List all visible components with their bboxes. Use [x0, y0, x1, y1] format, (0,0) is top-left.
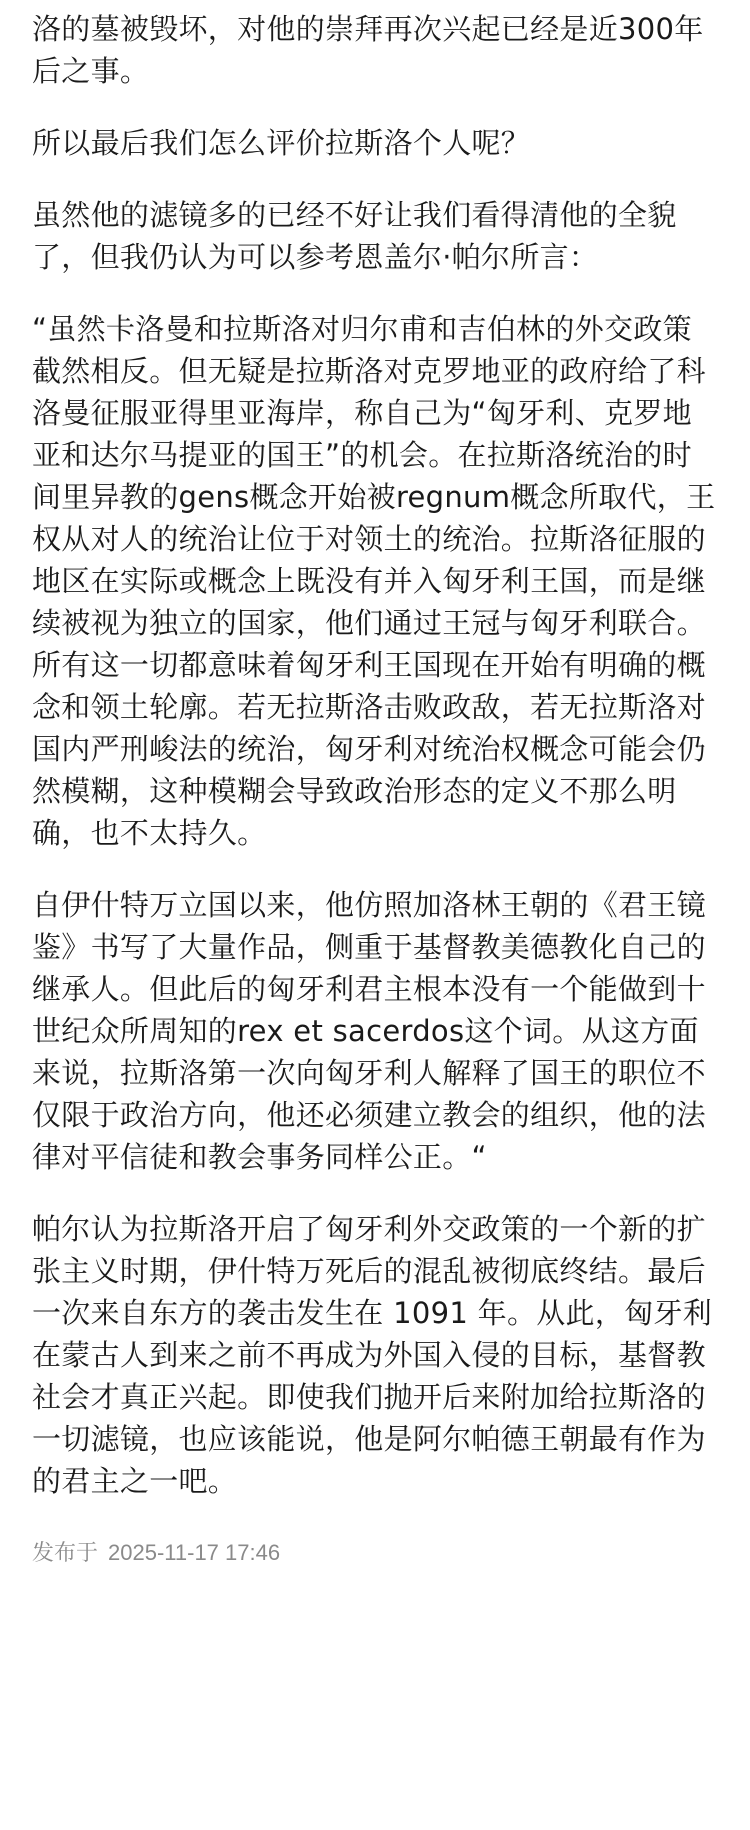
quote-paragraph: “虽然卡洛曼和拉斯洛对归尔甫和吉伯林的外交政策截然相反。但无疑是拉斯洛对克罗地亚的政府给了科洛曼征服亚得里亚海岸，称自己为“匈牙利、克罗地亚和达尔马提亚的国王”的机会。在拉斯洛统治的时间里异教的gens概念开始被regnum概念所取代，王权从对人的统治让位于对领土的统治。拉斯洛征服的地区在实际或概念上既没有并入匈牙利王国，而是继续被视为独立的国家，他们通过王冠与匈牙利联合。所有这一切都意味着匈牙利王国现在开始有明确的概念和领土轮廓。若无拉斯洛击败政敌，若无拉斯洛对国内严刑峻法的统治，匈牙利对统治权概念可能会仍然模糊，这种模糊会导致政治形态的定义不那么明确，也不太持久。: [32, 312, 716, 850]
paragraph: 虽然他的滤镜多的已经不好让我们看得清他的全貌了，但我仍认为可以参考恩盖尔·帕尔所言：: [32, 198, 677, 274]
paragraph: 自伊什特万立国以来，他仿照加洛林王朝的《君王镜鉴》书写了大量作品，侧重于基督教美德教化自己的继承人。但此后的匈牙利君主根本没有一个能做到十世纪众所周知的rex et sacerdos这个词。从这方面来说，拉斯洛第一次向匈牙利人解释了国王的职位不仅限于政治方向，他还必须建立教会的组织，他的法律对平信徒和教会事务同样公正。“: [32, 888, 706, 1174]
publish-label: 发布于: [32, 1540, 99, 1565]
paragraph: 帕尔认为拉斯洛开启了匈牙利外交政策的一个新的扩张主义时期，伊什特万死后的混乱被彻底终结。最后一次来自东方的袭击发生在 1091 年。从此，匈牙利在蒙古人到来之前不再成为外国入侵的目标，基督教社会才真正兴起。即使我们抛开后来附加给拉斯洛的一切滤镜，也应该能说，他是阿尔帕德王朝最有作为的君主之一吧。: [32, 1212, 713, 1498]
article-body: [0, 8, 750, 1567]
publish-timestamp: 2025-11-17 17:46: [108, 1540, 281, 1565]
paragraph: 洛的墓被毁坏，对他的崇拜再次兴起已经是近300年后之事。: [32, 12, 704, 88]
paragraph: 所以最后我们怎么评价拉斯洛个人呢？: [32, 126, 531, 160]
publish-info: [32, 1536, 718, 1567]
